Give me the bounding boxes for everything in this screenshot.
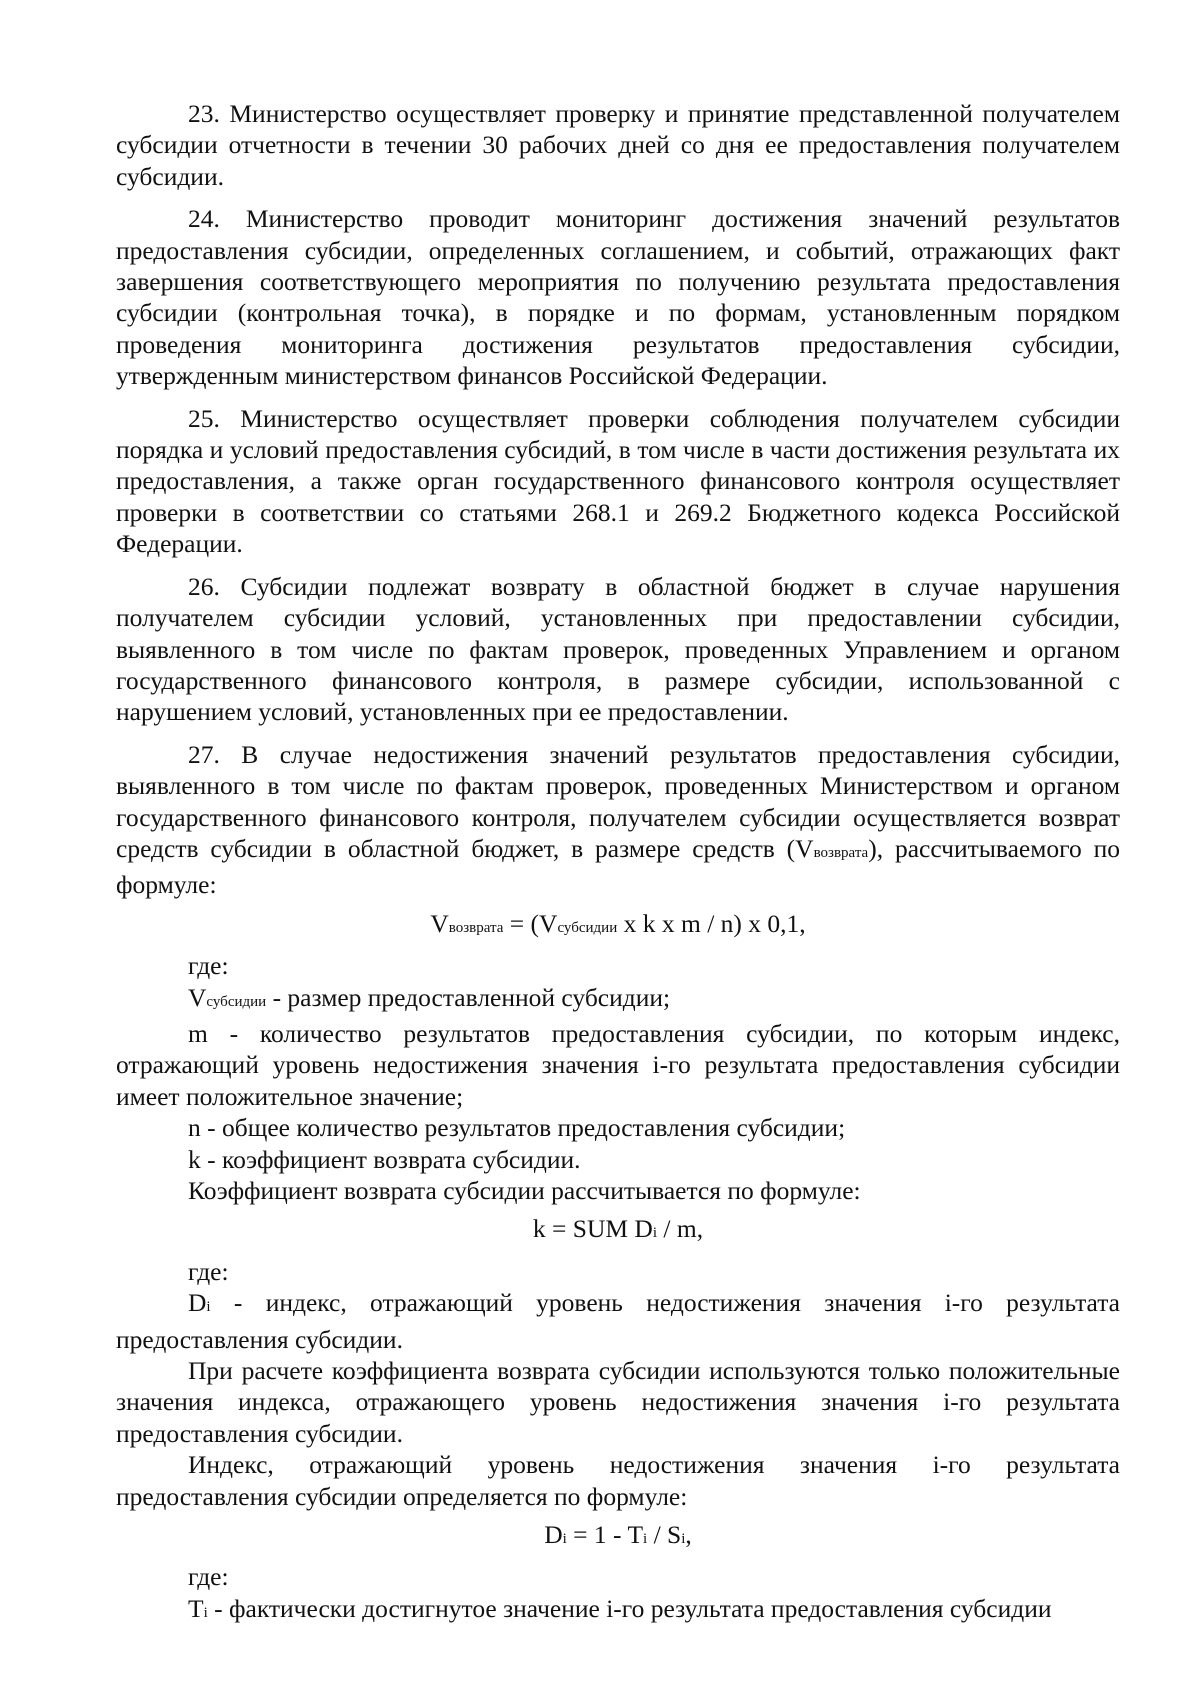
formula-v-return-var: V [430,908,449,938]
definition-ti-text: - фактически достигнутое значение i-го результата предоставления субсидии [207,1593,1052,1623]
definition-n: n - общее количество результатов предоставления субсидии; [188,1113,846,1143]
formula-v-return [116,908,1120,944]
definition-ti-sub: i [203,1604,208,1621]
definition-di [116,1287,1120,1355]
formula-di-mid: = 1 - T [566,1520,644,1550]
formula-di-slash: / S [647,1520,682,1550]
paragraph-24: 24. Министерство проводит мониторинг достижения значений результатов предоставления субсидии, определенных соглашением, и событий, отражающих факт завершения соответствующего мероприятия по получению результата предоставления субсидии (контрольная точка), в порядке и по формам, установленным порядком проведения мониторинга достижения результатов предоставления субсидии, утвержденным министерством финансов Российской Федерации. [116,204,1120,391]
formula-di-t-sub: i [643,1531,648,1548]
definition-ti-var: T [188,1593,204,1623]
formula-v-return-sub: возврата [448,919,504,936]
paragraph-23: 23. Министерство осуществляет проверку и принятие представленной получателем субсидии отчетности в течении 30 рабочих дней со дня ее предоставления получателем субсидии. [116,99,1120,191]
calculation-note: При расчете коэффициента возврата субсидии используются только положительные значения индекса, отражающего уровень недостижения значения i-го результата предоставления субсидии. [116,1356,1120,1448]
definition-di-text: - индекс, отражающий уровень недостижения значения i-го результата предоставления субсидии. [116,1288,1120,1354]
definition-m: m - количество результатов предоставления субсидии, по которым индекс, отражающий уровень недостижения значения i-го результата предоставления субсидии имеет положительное значение; [116,1018,1120,1111]
formula-di-s-sub: i [681,1531,686,1548]
formula-di [116,1519,1120,1555]
paragraph-27 [116,739,1120,901]
definition-di-sub: i [206,1299,211,1316]
formula-k [116,1213,1120,1249]
paragraph-27-tail: ), рассчитываемого по формуле: [116,833,1120,900]
coefficient-intro: Коэффициент возврата субсидии рассчитывается по формуле: [188,1176,861,1205]
paragraph-25: 25. Министерство осуществляет проверки соблюдения получателем субсидии порядка и условий предоставления субсидий, в том числе в части достижения результата их предоставления, а также орган государственного финансового контроля осуществляет проверки в соответствии со статьями 268.1 и 269.2 Бюджетного кодекса Российской Федерации. [116,403,1120,559]
formula-k-pre: k = SUM D [532,1214,653,1244]
where-label-1: где: [188,951,229,981]
where-label-2: где: [188,1256,229,1286]
formula-v-return-mid: = (V [503,908,558,938]
formula-di-d-sub: i [562,1531,567,1548]
definition-di-var: D [188,1288,207,1318]
formula-di-d: D [544,1520,563,1550]
definition-v-subsidy [116,982,1120,1018]
formula-k-post: / m, [657,1214,704,1244]
formula-di-end: , [685,1520,692,1550]
definition-ti [116,1593,1120,1629]
formula-v-subsidy-sub: субсидии [557,919,618,936]
where-label-3: где: [188,1562,229,1592]
definition-v-subsidy-text: - размер предоставленной субсидии; [266,982,671,1012]
definition-k: k - коэффициент возврата субсидии. [188,1144,581,1174]
paragraph-27-main: 27. В случае недостижения значений результатов предоставления субсидии, выявленного в том числе по фактам проверок, проведенных Министерством и органом государственного финансового контроля, получателем субсидии осуществляется возврат средств субсидии в областной бюджет, в размере средств (V [116,739,1120,863]
formula-k-sub: i [652,1225,658,1242]
definition-v-subsidy-var: V [188,982,207,1012]
paragraph-26: 26. Субсидии подлежат возврату в областной бюджет в случае нарушения получателем субсидии условий, установленных при предоставлении субсидии, выявленного в том числе по фактам проверок, проведенных Управлением и органом государственного финансового контроля, в размере субсидии, использованной с нарушением условий, установленных при ее предоставлении. [116,571,1120,727]
document-page [116,98,1120,1629]
paragraph-27-subscript: возврата [813,844,869,861]
formula-v-return-rhs: x k x m / n) x 0,1, [617,908,806,938]
index-intro: Индекс, отражающий уровень недостижения значения i-го результата предоставления субсидии определяется по формуле: [116,1450,1120,1511]
definition-v-subsidy-sub: субсидии [206,993,267,1010]
